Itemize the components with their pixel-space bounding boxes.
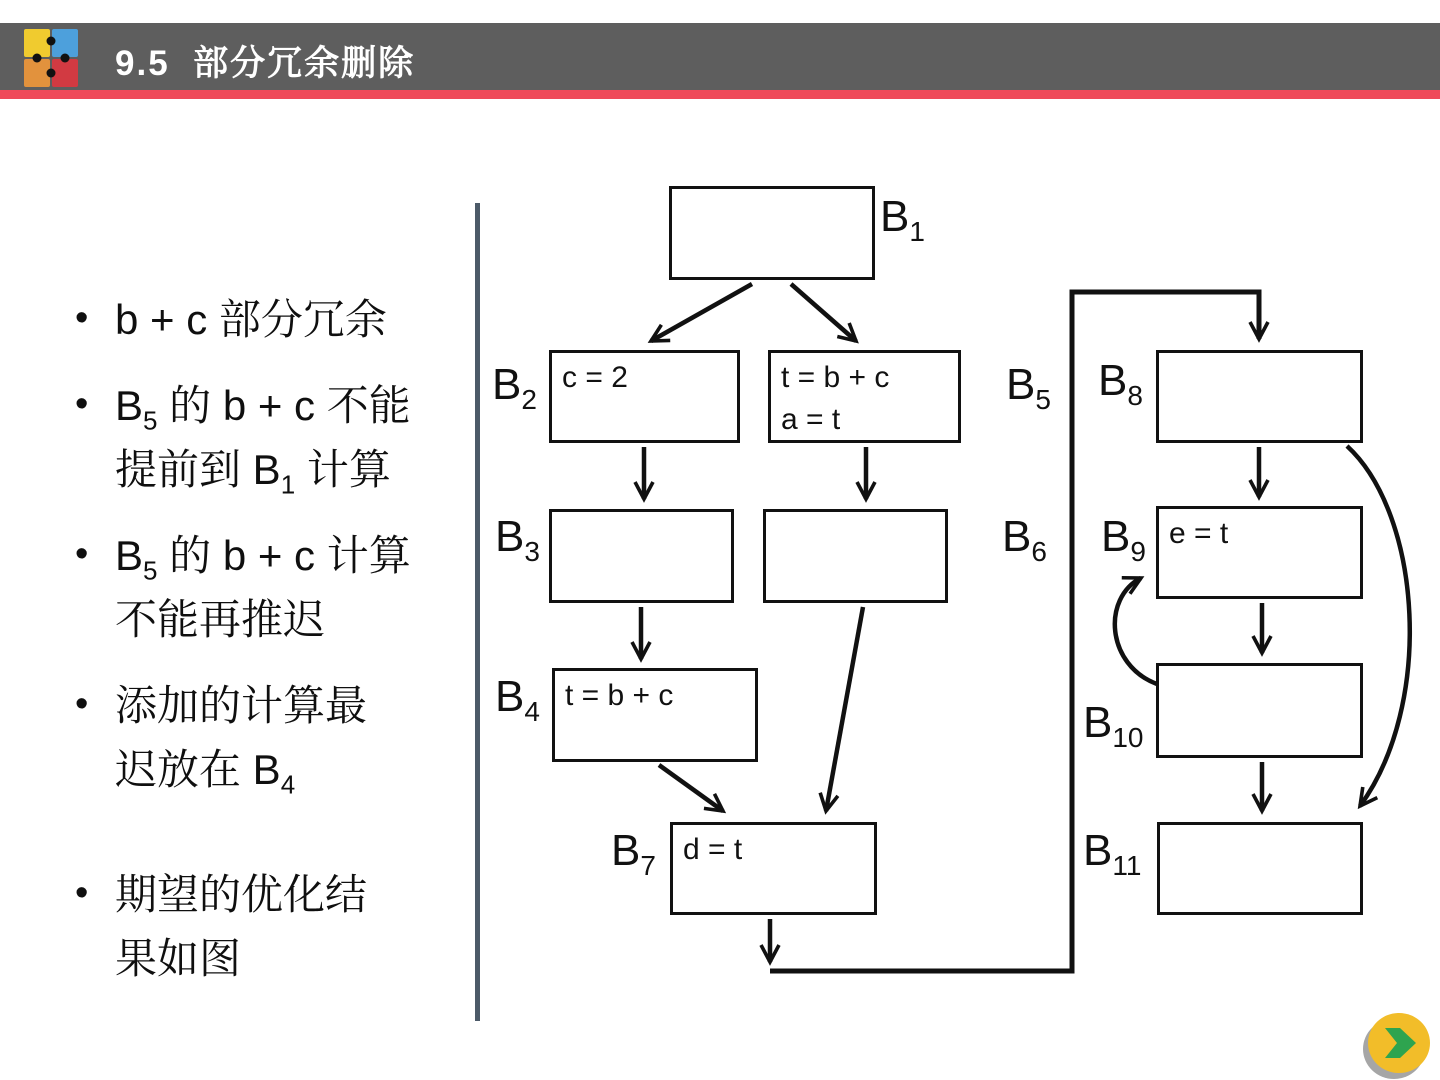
forward-chevron-icon bbox=[1368, 1013, 1430, 1073]
next-button[interactable] bbox=[1368, 1013, 1430, 1073]
label-B8: $B_8$ bbox=[1098, 356, 1143, 411]
edge-B6-B7 bbox=[826, 607, 863, 811]
label-B1: $B_1$ bbox=[880, 192, 925, 247]
bullet-item bbox=[73, 524, 478, 652]
bullet-dot: • bbox=[75, 533, 89, 575]
bullet-line: $B_5$ 的 b + c 计算 bbox=[115, 532, 411, 586]
vertical-divider bbox=[475, 203, 480, 1021]
bullet-line: 果如图 bbox=[115, 935, 242, 982]
label-B10: $B_{10}$ bbox=[1083, 698, 1144, 753]
block-B4: t = b + c bbox=[552, 668, 758, 762]
block-B10 bbox=[1156, 663, 1363, 758]
edge-B1-B5 bbox=[791, 284, 856, 341]
block-B9: e = t bbox=[1156, 506, 1363, 599]
bullet-dot: • bbox=[75, 872, 89, 914]
block-B6 bbox=[763, 509, 948, 603]
bullet-dot: • bbox=[75, 383, 89, 425]
bullet-line: 添加的计算最 bbox=[115, 682, 368, 729]
puzzle-logo-icon bbox=[22, 27, 80, 89]
edge-B1-B2 bbox=[651, 284, 752, 341]
label-B7: $B_7$ bbox=[611, 826, 656, 881]
label-B9: $B_9$ bbox=[1101, 512, 1146, 567]
label-B3: $B_3$ bbox=[495, 512, 540, 567]
label-B2: $B_2$ bbox=[492, 360, 537, 415]
block-B7: d = t bbox=[670, 822, 877, 915]
label-B4: $B_4$ bbox=[495, 672, 540, 727]
block-B5: t = b + c a = t bbox=[768, 350, 961, 443]
bullet-line: 提前到 $B_1$ 计算 bbox=[115, 446, 391, 500]
block-B1 bbox=[669, 186, 875, 280]
page-title: 9.5 部分冗余删除 bbox=[115, 44, 416, 83]
edge-B4-B7 bbox=[659, 765, 723, 811]
bullet-item bbox=[73, 863, 478, 991]
block-B11 bbox=[1157, 822, 1363, 915]
bullet-line: 迟放在 $B_4$ bbox=[115, 746, 296, 800]
bullet-item bbox=[73, 374, 478, 502]
bullet-item bbox=[73, 674, 478, 802]
bullet-line: 期望的优化结 bbox=[115, 871, 368, 918]
block-B3 bbox=[549, 509, 734, 603]
label-B6: $B_6$ bbox=[1002, 512, 1047, 567]
label-B11: $B_{11}$ bbox=[1083, 826, 1142, 881]
bullet-dot: • bbox=[75, 683, 89, 725]
block-B8 bbox=[1156, 350, 1363, 443]
bullet-line: b + c 部分冗余 bbox=[115, 296, 387, 343]
label-B5: $B_5$ bbox=[1006, 360, 1051, 415]
bullet-dot: • bbox=[75, 297, 89, 339]
header-accent-line bbox=[0, 90, 1440, 99]
bullet-line: $B_5$ 的 b + c 不能 bbox=[115, 382, 411, 436]
bullet-list bbox=[73, 288, 478, 1013]
bullet-item bbox=[73, 288, 478, 352]
bullet-line: 不能再推迟 bbox=[115, 596, 326, 643]
block-B2: c = 2 bbox=[549, 350, 740, 443]
edge-B10-B9-back bbox=[1115, 578, 1157, 684]
